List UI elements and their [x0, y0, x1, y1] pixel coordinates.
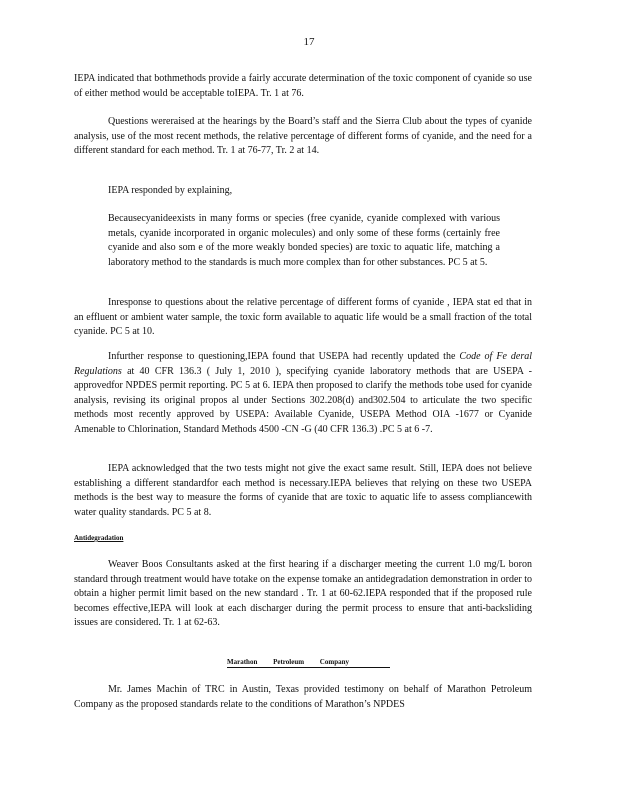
heading-marathon: Marathon Petroleum Company [227, 658, 390, 668]
block-quote-cyanide: Becausecyanideexists in many forms or species (free cyanide, cyanide complexed with various metals, cyanide incorporated in organic molecules) and only some of these forms (certainly free cyanide and also som e of the more weakly bonded species) are toxic to aquatic life, matching a laboratory method to the standards is much more complex than for other substances. PC 5 at 5. [108, 213, 500, 268]
paragraph-further-response [74, 350, 532, 438]
paragraph-machin-testimony: Mr. James Machin of TRC in Austin, Texas provided testimony on behalf of Marathon Petroleum Company as the proposed standards relate to the conditions of Marathon’s NPDES [74, 684, 532, 710]
heading-antidegradation: Antidegradation [74, 534, 124, 542]
p5-text-start: Infurther response to questioning,IEPA found that USEPA had recently updated the [108, 351, 460, 362]
paragraph-iepa-responded: IEPA responded by explaining, [108, 185, 233, 196]
paragraph-relative-percentage: Inresponse to questions about the relative percentage of different forms of cyanide , IEPA stat ed that in an effluent or ambient water sample, the toxic form available to aquatic life would be a small fraction of the total cyanide. PC 5 at 10. [74, 297, 532, 338]
paragraph-iepa-methods: IEPA indicated that bothmethods provide a fairly accurate determination of the toxic component of cyanide so use of either method would be acceptable toIEPA. Tr. 1 at 76. [74, 73, 532, 99]
cfr-citation: Code of Fe deral Regulations [74, 351, 533, 377]
paragraph-weaver-boos: Weaver Boos Consultants asked at the first hearing if a discharger meeting the current 1.0 mg/L boron standard through treatment would have totake on the expense tomake an antidegradation demonstration in order to obtain a higher permit limit based on the new standard . Tr. 1 at 60-62.IEPA responded that if the proposed rule becomes effective,IEPA will look at each discharger during the permit process to ensure that anti-backsliding issues are considered. Tr. 1 at 62-63. [74, 559, 532, 629]
paragraph-questions: Questions wereraised at the hearings by the Board’s staff and the Sierra Club about the types of cyanide analysis, use of the most recent methods, the relative percentage of different forms of cyanide, and the need for a different standard for each method. Tr. 1 at 76-77, Tr. 2 at 14. [74, 116, 532, 157]
paragraph-iepa-acknowledged: IEPA acknowledged that the two tests might not give the exact same result. Still, IEPA does not believe establishing a different standardfor each method is necessary.IEPA believes that relying on these two USEPA methods is the best way to measure the forms of cyanide that are toxic to aquatic life to assess compliancewith water quality standards. PC 5 at 8. [74, 463, 532, 518]
p5-text-end: at 40 CFR 136.3 ( July 1, 2010 ), specifying cyanide laboratory methods that are USEPA -approvedfor NPDES permit reporting. PC 5 at 6. IEPA then proposed to clarify the methods tobe used for cyanide analysis, revising its original propos al under Sections 302.208(d) and302.504 to articulate the two specific methods most recently approved by USEPA: Available Cyanide, USEPA Method OIA -1677 or Cyanide Amenable to Chlorination, Standard Methods 4500 -CN -G (40 CFR 136.3) .PC 5 at 6 -7. [74, 365, 532, 435]
page-number: 17 [303, 36, 315, 48]
